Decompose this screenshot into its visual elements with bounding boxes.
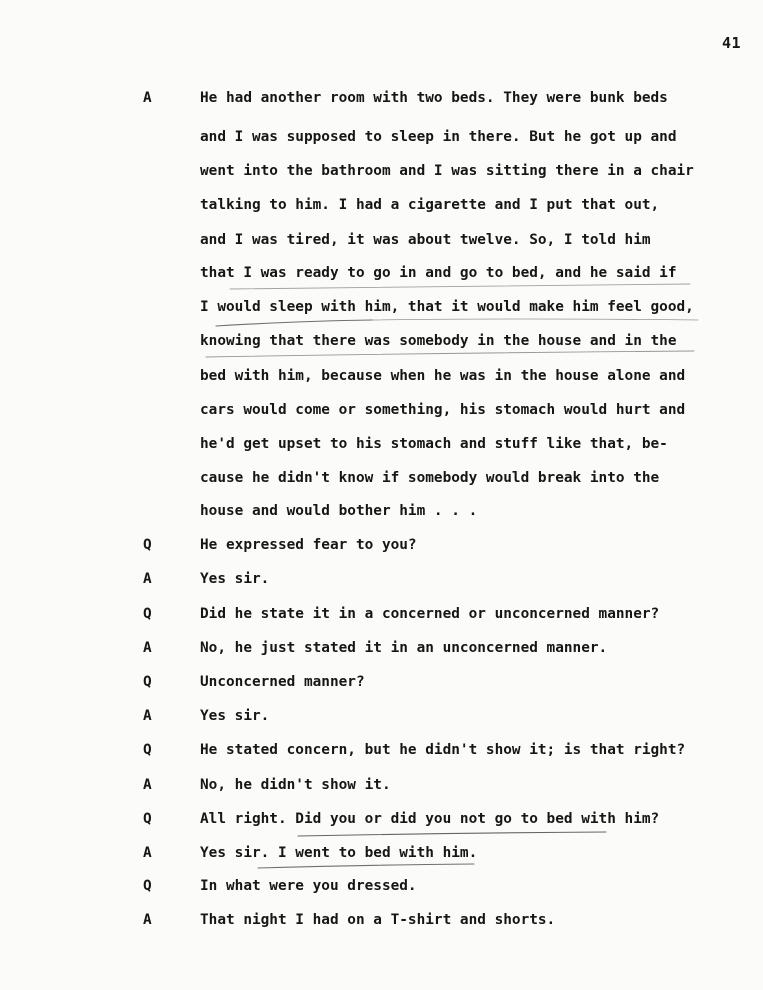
pen-underline <box>372 319 698 320</box>
line-text: Yes sir. <box>200 571 270 587</box>
line-text: All right. Did you or did you not go to bed with him? <box>200 811 660 827</box>
speaker-label: Q <box>143 811 152 827</box>
line-text: In what were you dressed. <box>200 878 417 894</box>
transcript-line <box>0 533 763 557</box>
speaker-label: Q <box>143 674 152 690</box>
line-text: That night I had on a T-shirt and shorts. <box>200 912 556 928</box>
line-text: that I was ready to go in and go to bed, and he said if <box>200 265 677 281</box>
line-text: he'd get upset to his stomach and stuff like that, be- <box>200 436 668 452</box>
speaker-label: A <box>143 845 152 861</box>
line-text: He stated concern, but he didn't show it; is that right? <box>200 742 686 758</box>
transcript-line <box>0 432 763 456</box>
speaker-label: A <box>143 912 152 928</box>
transcript-line <box>0 499 763 523</box>
pen-underline <box>298 832 606 836</box>
speaker-label: Q <box>143 537 152 553</box>
transcript-line <box>0 466 763 490</box>
speaker-label: A <box>143 571 152 587</box>
line-text: I would sleep with him, that it would make him feel good, <box>200 299 694 315</box>
line-text: Yes sir. <box>200 708 270 724</box>
line-text: talking to him. I had a cigarette and I put that out, <box>200 197 660 213</box>
speaker-label: Q <box>143 878 152 894</box>
line-text: Did he state it in a concerned or unconcerned manner? <box>200 606 660 622</box>
transcript-line <box>0 738 763 762</box>
line-text: No, he didn't show it. <box>200 777 391 793</box>
line-text: cause he didn't know if somebody would break into the <box>200 470 660 486</box>
line-text: Yes sir. I went to bed with him. <box>200 845 478 861</box>
transcript-line <box>0 364 763 388</box>
transcript-line <box>0 86 763 110</box>
transcript-line <box>0 295 763 319</box>
line-text: bed with him, because when he was in the house alone and <box>200 368 686 384</box>
transcript-line <box>0 670 763 694</box>
line-text: and I was supposed to sleep in there. But he got up and <box>200 129 677 145</box>
line-text: and I was tired, it was about twelve. So, I told him <box>200 232 651 248</box>
transcript-line <box>0 841 763 865</box>
transcript-line <box>0 567 763 591</box>
line-text: No, he just stated it in an unconcerned manner. <box>200 640 608 656</box>
page-number: 41 <box>722 34 742 52</box>
speaker-label: A <box>143 708 152 724</box>
speaker-label: A <box>143 90 152 106</box>
transcript-line <box>0 602 763 626</box>
speaker-label: A <box>143 640 152 656</box>
transcript-line <box>0 398 763 422</box>
transcript-line <box>0 329 763 353</box>
transcript-line <box>0 636 763 660</box>
pen-underline <box>216 320 372 326</box>
transcript-line <box>0 228 763 252</box>
transcript-line <box>0 908 763 932</box>
line-text: He had another room with two beds. They were bunk beds <box>200 90 668 106</box>
line-text: went into the bathroom and I was sitting there in a chair <box>200 163 694 179</box>
transcript-line <box>0 874 763 898</box>
line-text: Unconcerned manner? <box>200 674 365 690</box>
transcript-line <box>0 704 763 728</box>
line-text: knowing that there was somebody in the house and in the <box>200 333 677 349</box>
transcript-line <box>0 125 763 149</box>
transcript-line <box>0 261 763 285</box>
speaker-label: A <box>143 777 152 793</box>
speaker-label: Q <box>143 606 152 622</box>
line-text: He expressed fear to you? <box>200 537 417 553</box>
transcript-line <box>0 773 763 797</box>
speaker-label: Q <box>143 742 152 758</box>
transcript-line <box>0 807 763 831</box>
transcript-line <box>0 193 763 217</box>
transcript-line <box>0 159 763 183</box>
line-text: cars would come or something, his stomach would hurt and <box>200 402 686 418</box>
line-text: house and would bother him . . . <box>200 503 478 519</box>
